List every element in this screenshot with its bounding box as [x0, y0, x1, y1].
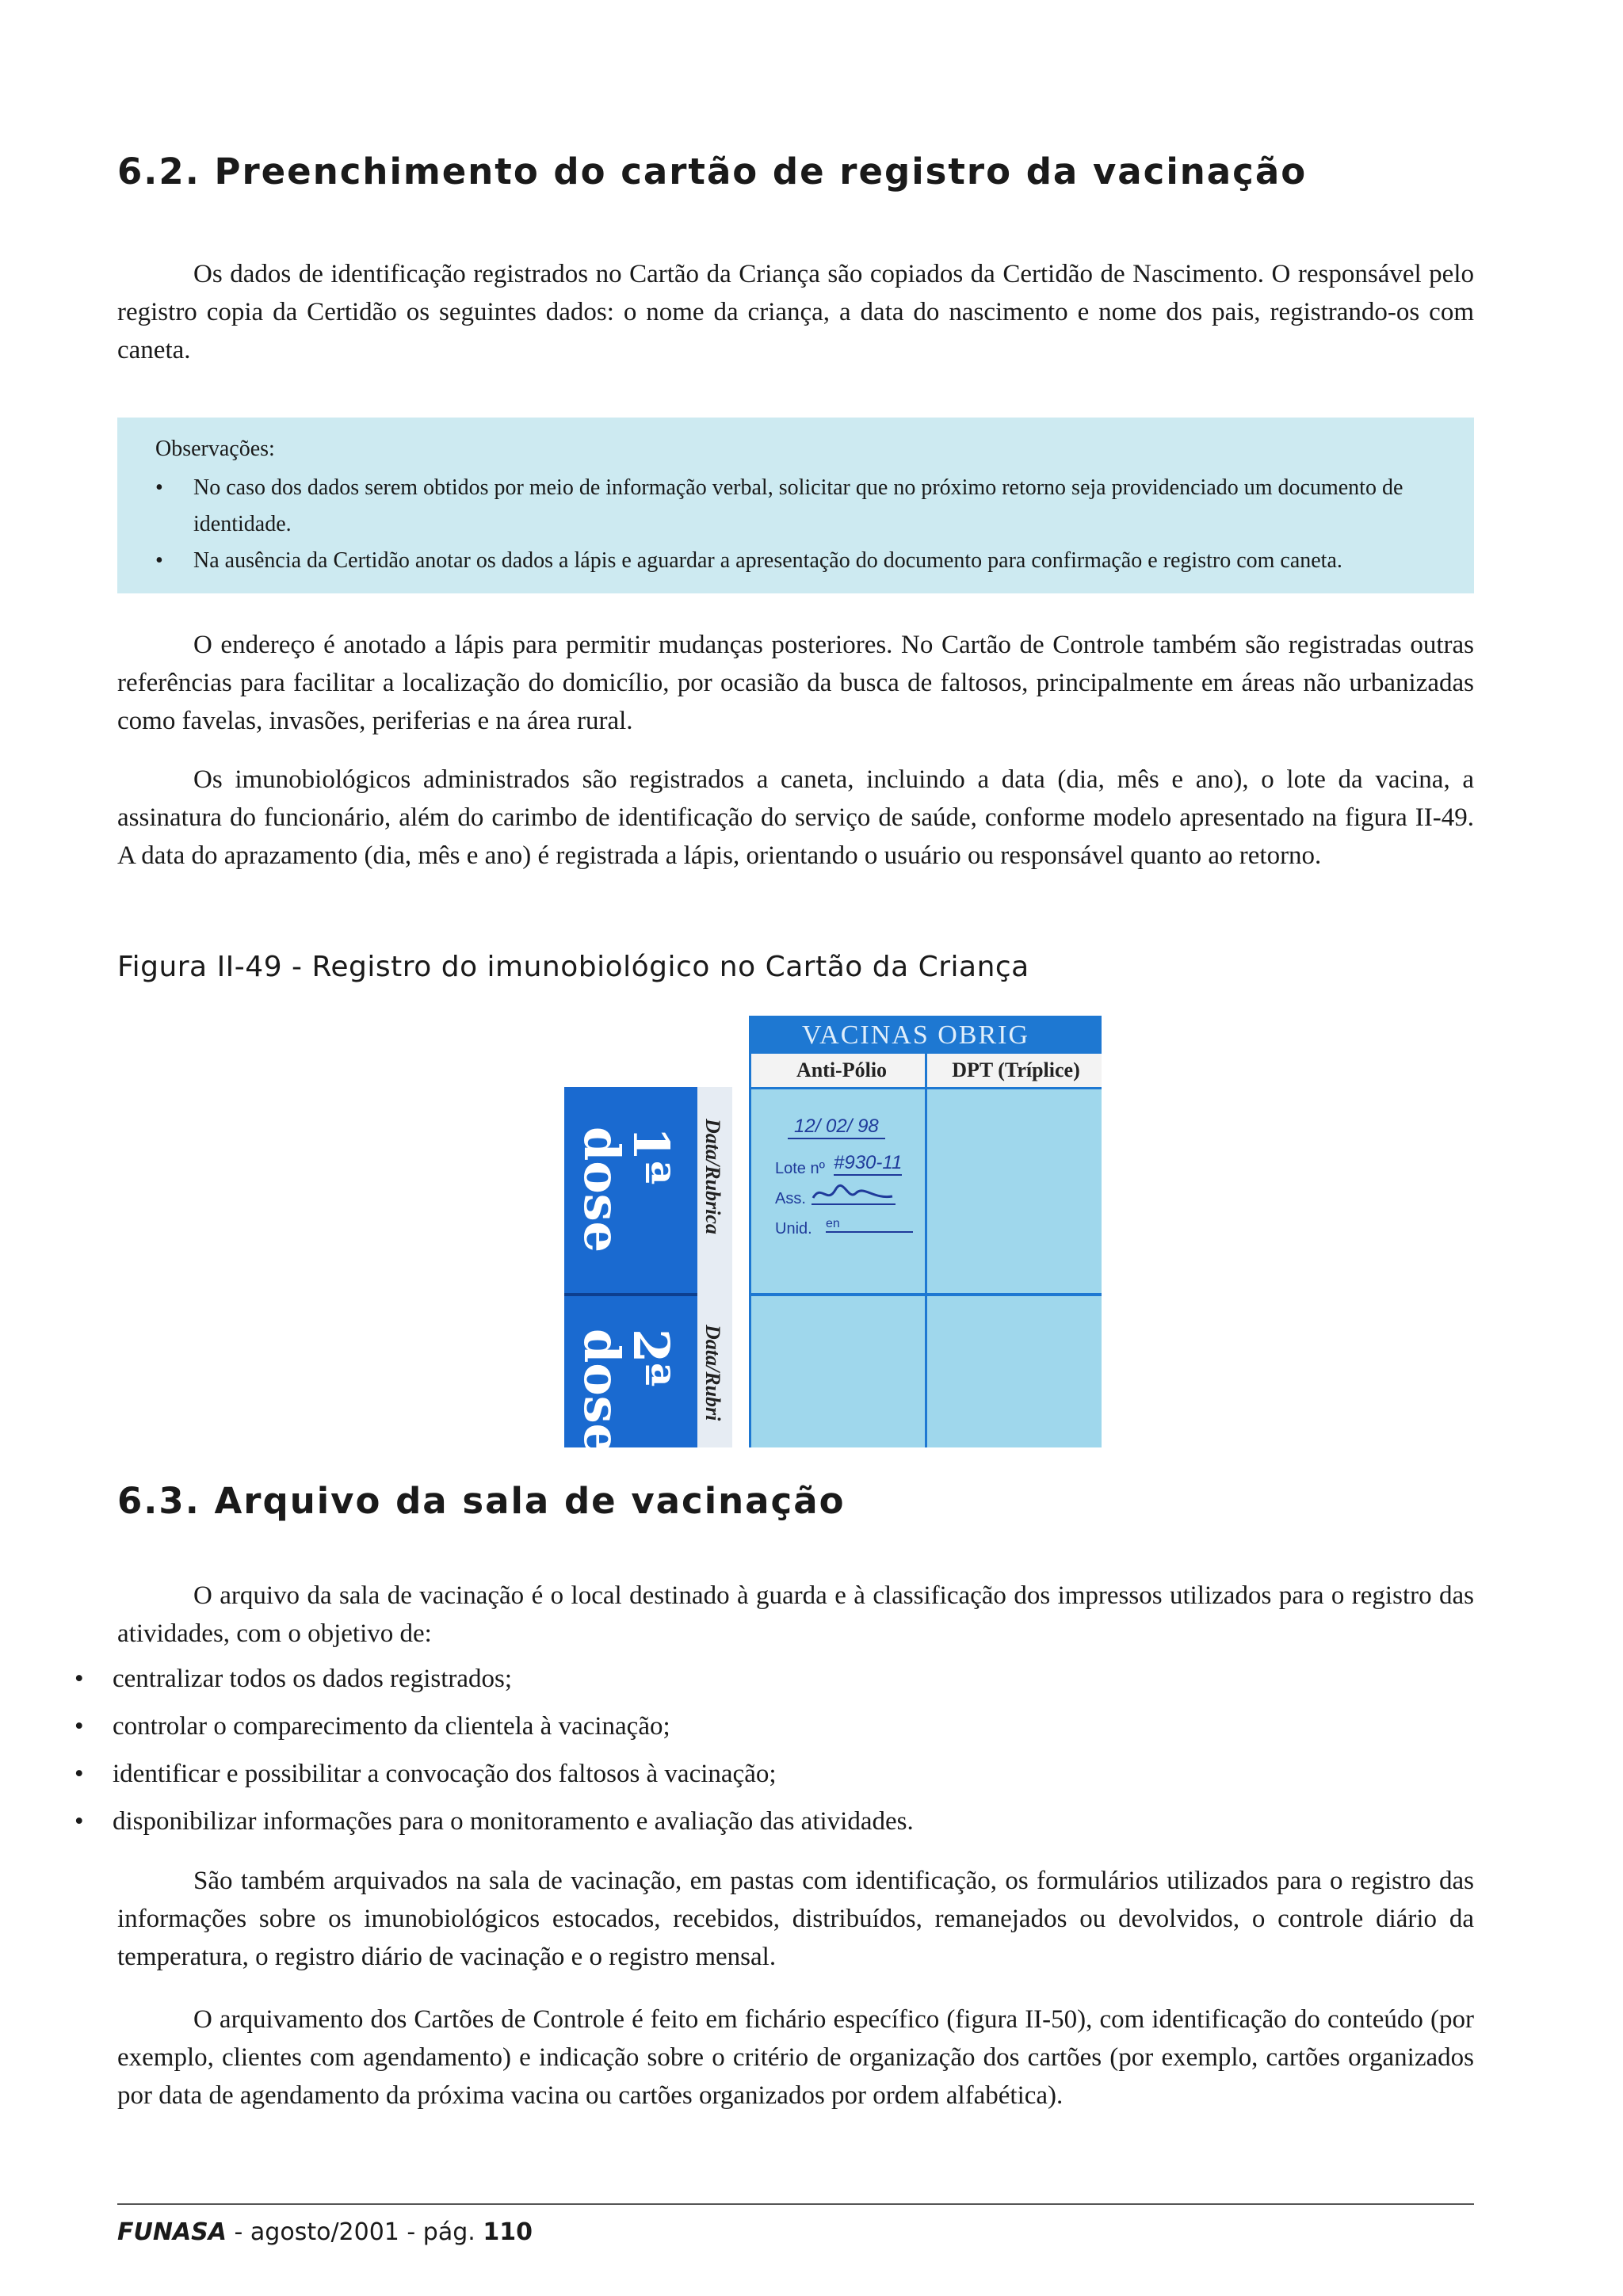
- list-item-text: centralizar todos os dados registrados;: [113, 1665, 513, 1693]
- paragraph-arquivo: O arquivo da sala de vacinação é o local destinado à guarda e à classificação dos impressos utilizados para o registro das atividades, com o objetivo de:: [117, 1581, 1474, 1648]
- bullet-icon: •: [74, 1760, 84, 1788]
- list-item: [74, 1755, 1342, 1802]
- observation-text: No caso dos dados serem obtidos por meio de informação verbal, solicitar que no próximo retorno seja providenciado um documento de identidade.: [193, 475, 1403, 536]
- bullet-icon: •: [155, 548, 163, 573]
- list-item-text: identificar e possibilitar a convocação dos faltosos à vacinação;: [113, 1760, 777, 1788]
- signature-icon: [810, 1180, 897, 1207]
- page-footer: [117, 2218, 533, 2246]
- observations-title: Observações:: [155, 437, 275, 461]
- section-heading-6-3: 6.3. Arquivo da sala de vacinação: [117, 1480, 846, 1522]
- section-heading-6-2: 6.2. Preenchimento do cartão de registro da vacinação: [117, 151, 1308, 193]
- paragraph-endereco: O endereço é anotado a lápis para permitir mudanças posteriores. No Cartão de Controle também são registradas outras referências para facilitar a localização do domicílio, por ocasião da busca de faltosos, principalmente em áreas não urbanizadas como favelas, invasões, periferias e na área rural.: [117, 631, 1474, 735]
- dose-divider: [564, 1293, 697, 1296]
- unid-label: Unid.: [775, 1220, 812, 1238]
- paragraph-formularios: São também arquivados na sala de vacinação, em pastas com identificação, os formulários utilizados para o registro das informações sobre os imunobiológicos estocados, recebidos, distribuídos, remanejados ou devolvidos, o controle diário da temperatura, o registro diário de vacinação e o registro mensal.: [117, 1867, 1474, 1971]
- vaccination-date: 12/ 02/ 98: [788, 1116, 885, 1139]
- figure-caption: Figura II-49 - Registro do imunobiológico no Cartão da Criança: [117, 951, 1029, 983]
- data-rubrica-label: Data/Rubrica: [701, 1119, 724, 1234]
- observation-item: [155, 470, 1439, 543]
- dose-1-label: 1ª dose: [573, 1127, 680, 1253]
- bullet-icon: •: [74, 1665, 84, 1693]
- footer-date: - agosto/2001 - pág.: [227, 2218, 483, 2246]
- unid-value: en: [826, 1217, 913, 1233]
- ass-label: Ass.: [775, 1190, 806, 1207]
- objectives-list: [74, 1660, 1342, 1850]
- lote-label: Lote nº: [775, 1160, 825, 1177]
- observations-box: [117, 418, 1474, 593]
- data-rubrica-label-2: Data/Rubri: [701, 1325, 724, 1421]
- column-anti-polio: Anti-Pólio: [796, 1058, 888, 1081]
- paragraph-arquivamento: O arquivamento dos Cartões de Controle é feito em fichário específico (figura II-50), com identificação do conteúdo (por exemplo, clientes com agendamento) e indicação sobre o critério de organização dos cartões (por exemplo, cartões organizados por data de agendamento da próxima vacina ou cartões organizados por ordem alfabética).: [117, 2005, 1474, 2110]
- grid-line: [925, 1054, 927, 1447]
- bullet-icon: •: [74, 1712, 84, 1741]
- footer-brand: FUNASA: [117, 2218, 227, 2246]
- list-item: [74, 1660, 1342, 1707]
- observation-item: [155, 543, 1439, 579]
- lote-value: #930-11: [834, 1152, 902, 1176]
- grid-line: [749, 1293, 1102, 1296]
- paragraph-identificacao: Os dados de identificação registrados no Cartão da Criança são copiados da Certidão de Nascimento. O responsável pelo registro copia da Certidão os seguintes dados: o nome da criança, a data do nascimento e nome dos pais, registrando-os com caneta.: [117, 260, 1474, 364]
- grid-line: [749, 1054, 751, 1447]
- vaccine-header-text: VACINAS OBRIG: [802, 1020, 1030, 1050]
- dose-2-label: 2ª dose: [573, 1329, 680, 1455]
- paragraph-imunobiologicos: Os imunobiológicos administrados são registrados a caneta, incluindo a data (dia, mês e ano), o lote da vacina, a assinatura do funcionário, além do carimbo de identificação do serviço de saúde, conforme modelo apresentado na figura II-49. A data do aprazamento (dia, mês e ano) é registrada a lápis, orientando o usuário ou responsável quanto ao retorno.: [117, 765, 1474, 870]
- list-item-text: disponibilizar informações para o monitoramento e avaliação das atividades.: [113, 1807, 914, 1836]
- observation-text: Na ausência da Certidão anotar os dados a lápis e aguardar a apresentação do documento para confirmação e registro com caneta.: [193, 548, 1342, 573]
- bullet-icon: •: [155, 475, 163, 500]
- bullet-icon: •: [74, 1807, 84, 1836]
- list-item: [74, 1707, 1342, 1755]
- list-item-text: controlar o comparecimento da clientela à vacinação;: [113, 1712, 670, 1741]
- page-number: 110: [483, 2218, 533, 2246]
- footer-divider: [117, 2203, 1474, 2205]
- column-dpt: DPT (Tríplice): [952, 1058, 1080, 1081]
- list-item: [74, 1802, 1342, 1850]
- vaccination-card-figure: [564, 1016, 1102, 1455]
